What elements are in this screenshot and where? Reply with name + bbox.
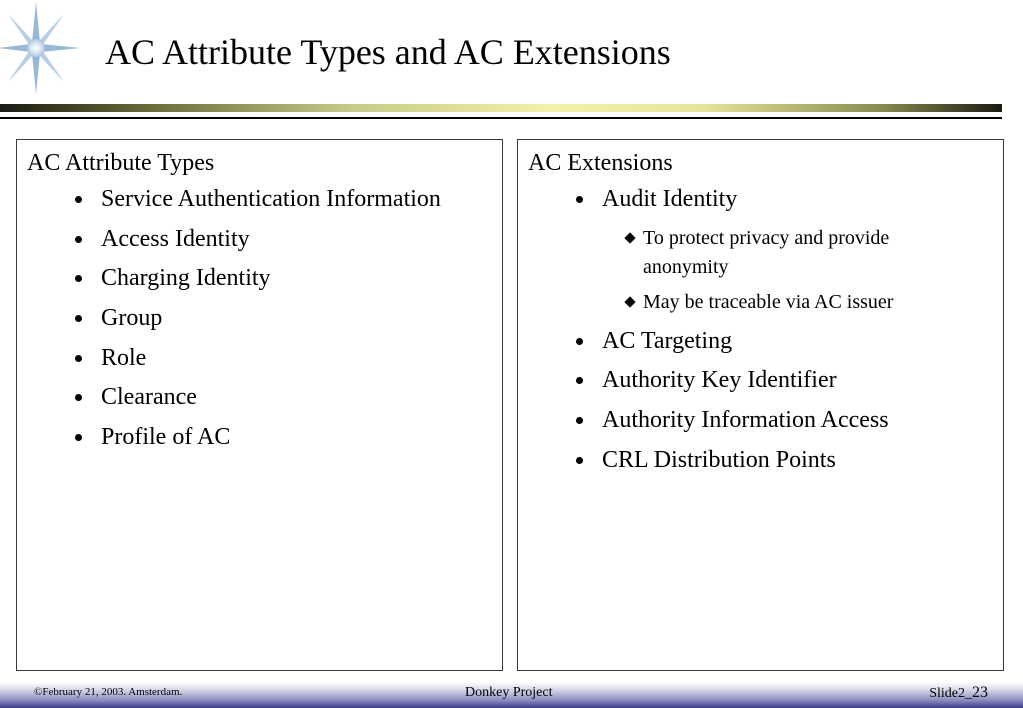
list-item: [17, 343, 502, 373]
list-item-label: Authority Information Access: [602, 407, 889, 434]
bullet-dot-icon: [75, 315, 82, 322]
bullet-dot-icon: [576, 338, 583, 345]
bullet-dot-icon: [75, 355, 82, 362]
bullet-dot-icon: [75, 275, 82, 282]
sub-list-item-label: May be traceable via AC issuer: [643, 290, 894, 313]
list-item-label: Group: [101, 305, 163, 332]
list-item-label: Audit Identity: [602, 186, 738, 212]
list-item-label: Charging Identity: [101, 265, 271, 292]
footer-copyright: ©February 21, 2003. Amsterdam.: [34, 686, 183, 698]
bullet-dot-icon: [576, 417, 583, 424]
attribute-types-list: [17, 184, 502, 462]
sub-list-item: [518, 288, 1003, 317]
slide-title: AC Attribute Types and AC Extensions: [105, 32, 671, 72]
bullet-dot-icon: [75, 394, 82, 401]
list-item-label: Clearance: [101, 384, 197, 411]
list-item: [518, 445, 1003, 475]
diamond-bullet-icon: [624, 296, 635, 307]
list-item-label: Access Identity: [101, 225, 250, 252]
list-item-label: CRL Distribution Points: [602, 446, 836, 473]
bullet-dot-icon: [576, 196, 583, 203]
bullet-dot-icon: [75, 196, 82, 203]
attribute-types-panel: [16, 139, 503, 671]
slide-number-prefix: Slide2_: [929, 686, 972, 701]
list-item-label: Authority Key Identifier: [602, 367, 837, 394]
panel-heading: AC Attribute Types: [27, 150, 215, 176]
title-rule-bar: [0, 104, 1002, 112]
starburst-icon: [0, 0, 80, 100]
title-rule-line: [0, 117, 1002, 119]
list-item: [17, 263, 502, 293]
list-item: [518, 365, 1003, 395]
footer-project: Donkey Project: [465, 685, 553, 700]
list-item: [17, 184, 502, 214]
panel-heading: AC Extensions: [528, 150, 673, 176]
list-item-label: AC Targeting: [602, 327, 733, 354]
list-item: [17, 422, 502, 452]
slide-number-value: 23: [972, 684, 988, 701]
bullet-dot-icon: [576, 377, 583, 384]
list-item: [518, 184, 1003, 214]
extensions-panel: [517, 139, 1004, 671]
list-item-label: Service Authentication Information: [101, 186, 441, 212]
list-item-label: Profile of AC: [101, 424, 231, 451]
bullet-dot-icon: [75, 236, 82, 243]
sub-list-item: [518, 224, 1003, 282]
list-item: [518, 405, 1003, 435]
list-item-label: Role: [101, 344, 147, 371]
extensions-list: [518, 184, 1003, 484]
list-item: [17, 382, 502, 412]
bullet-dot-icon: [75, 434, 82, 441]
bullet-dot-icon: [576, 457, 583, 464]
list-item: [17, 224, 502, 254]
sub-list-item-label: To protect privacy and provide anonymity: [643, 226, 890, 278]
list-item: [17, 303, 502, 333]
slide-number: [929, 684, 988, 702]
diamond-bullet-icon: [624, 232, 635, 243]
list-item: [518, 326, 1003, 356]
